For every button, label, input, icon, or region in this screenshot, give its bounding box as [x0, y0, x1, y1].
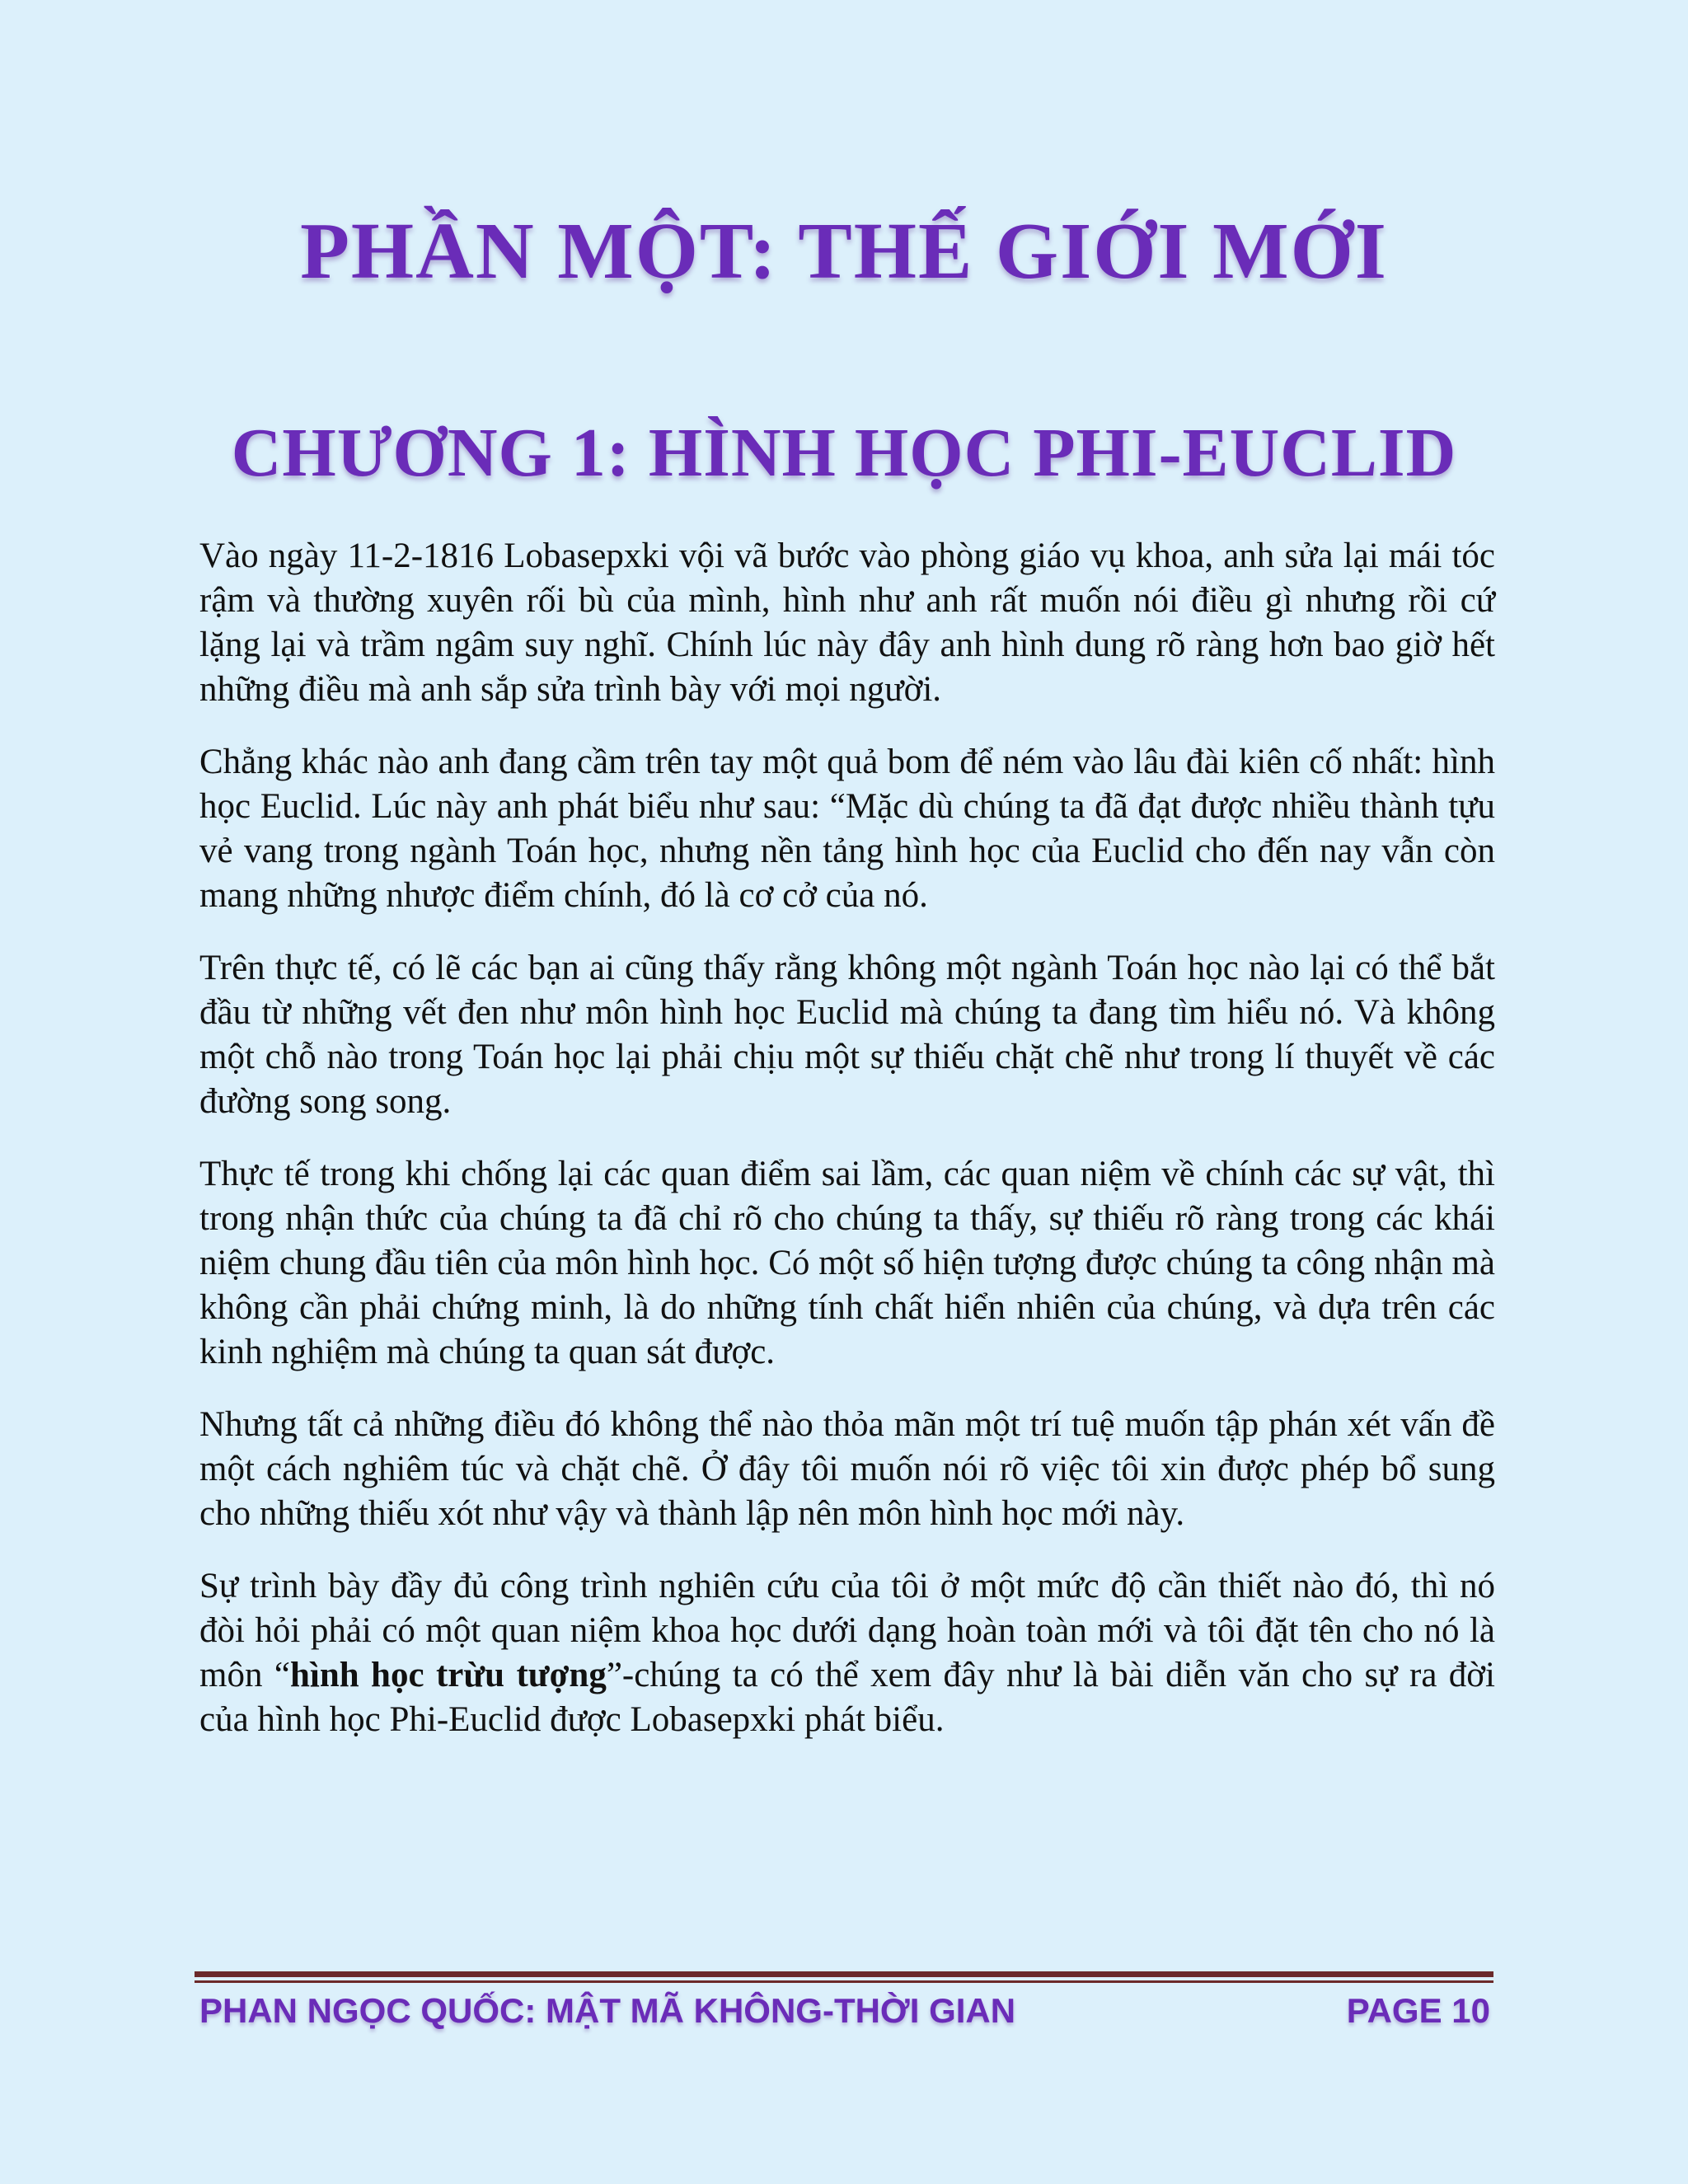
footer-page-number: PAGE 10: [1346, 1991, 1490, 2030]
paragraph: Thực tế trong khi chống lại các quan điểm sai lầm, các quan niệm về chính các sự vật, thì trong nhận thức của chúng ta đã chỉ rõ cho chúng ta thấy, sự thiếu rõ ràng trong các khái niệm chung đầu tiên của môn hình học. Có một số hiện tượng được chúng ta công nhận mà không cần phải chứng minh, là do những tính chất hiển nhiên của chúng, và dựa trên các kinh nghiệm mà chúng ta quan sát được.: [199, 1155, 1495, 1371]
paragraph: Chẳng khác nào anh đang cầm trên tay một quả bom để ném vào lâu đài kiên cố nhất: hình học Euclid. Lúc này anh phát biểu như sau: “Mặc dù chúng ta đã đạt được nhiều thành tựu vẻ vang trong ngành Toán học, nhưng nền tảng hình học của Euclid cho đến nay vẫn còn mang những nhược điểm chính, đó là cơ cở của nó.: [199, 743, 1495, 915]
paragraph-last-after: ”-chúng ta có thể xem đây như là bài diễn văn cho sự ra đời của hình học Phi-Euclid được Lobasepxki phát biểu.: [199, 1656, 1495, 1739]
emphasis-term: hình học trừu tượng: [289, 1656, 607, 1694]
footer-book-title: PHAN NGỌC QUỐC: MẬT MÃ KHÔNG-THỜI GIAN: [199, 1991, 1016, 2030]
footer-rule-thick: [195, 1971, 1493, 1977]
paragraph: Nhưng tất cả những điều đó không thể nào thỏa mãn một trí tuệ muốn tập phán xét vấn đề một cách nghiêm túc và chặt chẽ. Ở đây tôi muốn nói rõ việc tôi xin được phép bổ sung cho những thiếu xót như vậy và thành lập nên môn hình học mới này.: [199, 1405, 1495, 1533]
footer-rule-thin: [195, 1980, 1493, 1983]
body-text: [199, 534, 1495, 1770]
chapter-title: CHƯƠNG 1: HÌNH HỌC PHI-EUCLID: [231, 415, 1457, 491]
paragraph-last-before: Sự trình bày đầy đủ công trình nghiên cứu của tôi ở một mức độ cần thiết nào đó, thì nó đòi hỏi phải có một quan niệm khoa học dưới dạng hoàn toàn mới và tôi đặt tên cho nó là môn “: [199, 1567, 1495, 1694]
paragraph: Vào ngày 11-2-1816 Lobasepxki vội vã bước vào phòng giáo vụ khoa, anh sửa lại mái tóc rậm và thường xuyên rối bù của mình, hình như anh rất muốn nói điều gì nhưng rồi cứ lặng lại và trầm ngâm suy nghĩ. Chính lúc này đây anh hình dung rõ ràng hơn bao giờ hết những điều mà anh sắp sửa trình bày với mọi người.: [199, 537, 1495, 709]
paragraph: Trên thực tế, có lẽ các bạn ai cũng thấy rằng không một ngành Toán học nào lại có thể bắt đầu từ những vết đen như môn hình học Euclid mà chúng ta đang tìm hiểu nó. Và không một chỗ nào trong Toán học lại phải chịu một sự thiếu chặt chẽ như trong lí thuyết về các đường song song.: [199, 949, 1495, 1121]
paragraph-last: [199, 1564, 1495, 1742]
part-title: PHẦN MỘT: THẾ GIỚI MỚI: [300, 207, 1388, 296]
